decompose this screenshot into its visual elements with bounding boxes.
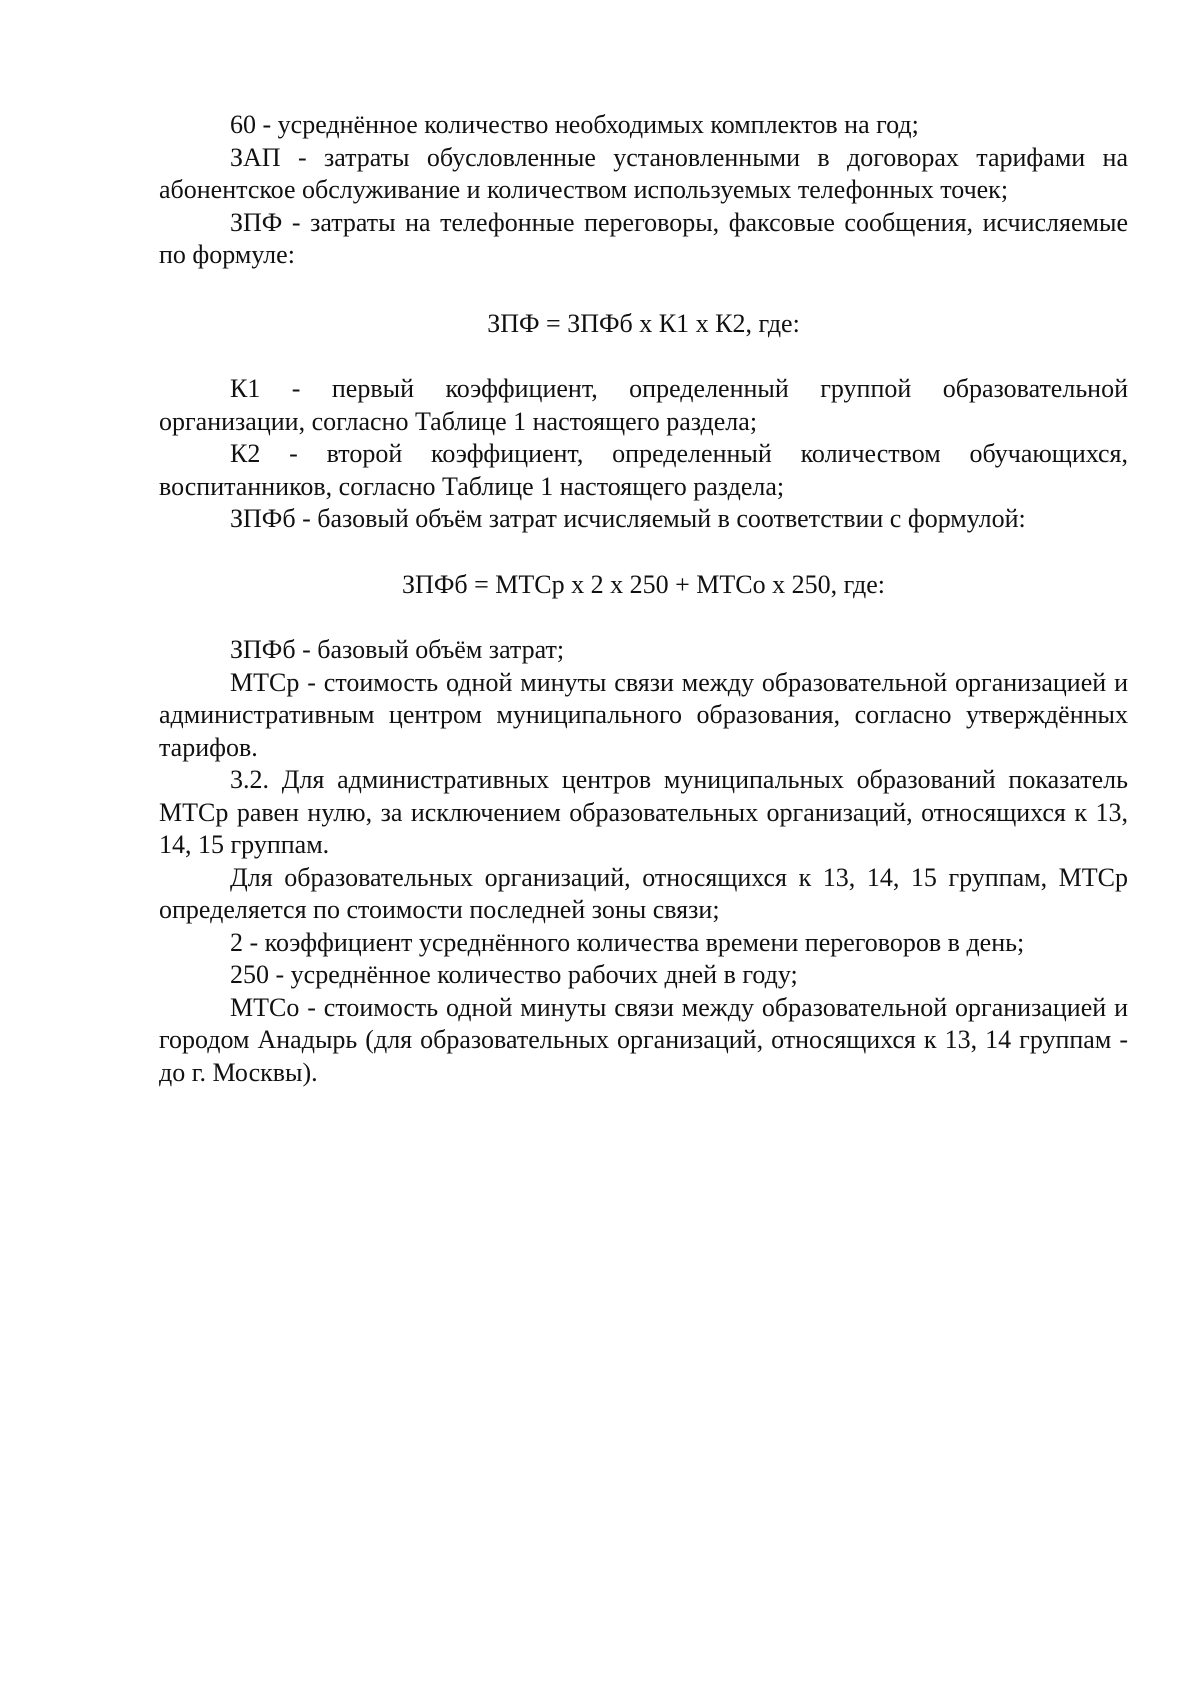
paragraph-zpf-definition: ЗПФ - затраты на телефонные переговоры, факсовые сообщения, исчисляемые по формуле: — [159, 207, 1128, 269]
paragraph-mtsr-definition: МТСр - стоимость одной минуты связи между образовательной организацией и административным центром муниципального образования, согласно утверждённых тарифов. — [159, 667, 1128, 762]
paragraph-zpfb-definition: ЗПФб - базовый объём затрат исчисляемый в соответствии с формулой: — [230, 504, 1026, 533]
paragraph-k2-definition: К2 - второй коэффициент, определенный количеством обучающихся, воспитанников, согласно Таблице 1 настоящего раздела; — [159, 439, 1128, 501]
paragraph-coefficient-2: 2 - коэффициент усреднённого количества времени переговоров в день; — [230, 927, 1025, 957]
paragraph-kits-per-year: 60 - усреднённое количество необходимых комплектов на год; — [230, 110, 919, 139]
formula-zpfb: ЗПФб = МТСр х 2 х 250 + МТСо х 250, где: — [402, 569, 885, 599]
paragraph-mtso-definition: МТСо - стоимость одной минуты связи между образовательной организацией и городом Анадырь (для образовательных организаций, относящихся к 13, 14 группам - до г. Москвы). — [159, 992, 1128, 1087]
formula-zpf: ЗПФ = ЗПФб х К1 х К2, где: — [487, 308, 800, 338]
paragraph-zpfb-base: ЗПФб - базовый объём затрат; — [230, 635, 565, 664]
paragraph-k1-definition: К1 - первый коэффициент, определенный группой образовательной организации, согласно Таблице 1 настоящего раздела; — [159, 374, 1128, 436]
paragraph-section-3-2: 3.2. Для административных центров муниципальных образований показатель МТСр равен нулю, за исключением образовательных организаций, относящихся к 13, 14, 15 группам. — [159, 765, 1128, 859]
paragraph-working-days: 250 - усреднённое количество рабочих дней в году; — [230, 960, 798, 989]
paragraph-groups-13-15: Для образовательных организаций, относящихся к 13, 14, 15 группам, МТСр определяется по стоимости последней зоны связи; — [159, 862, 1128, 924]
paragraph-zap-definition: ЗАП - затраты обусловленные установленными в договорах тарифами на абонентское обслуживание и количеством используемых телефонных точек; — [159, 142, 1128, 204]
document-page — [159, 109, 1128, 1089]
